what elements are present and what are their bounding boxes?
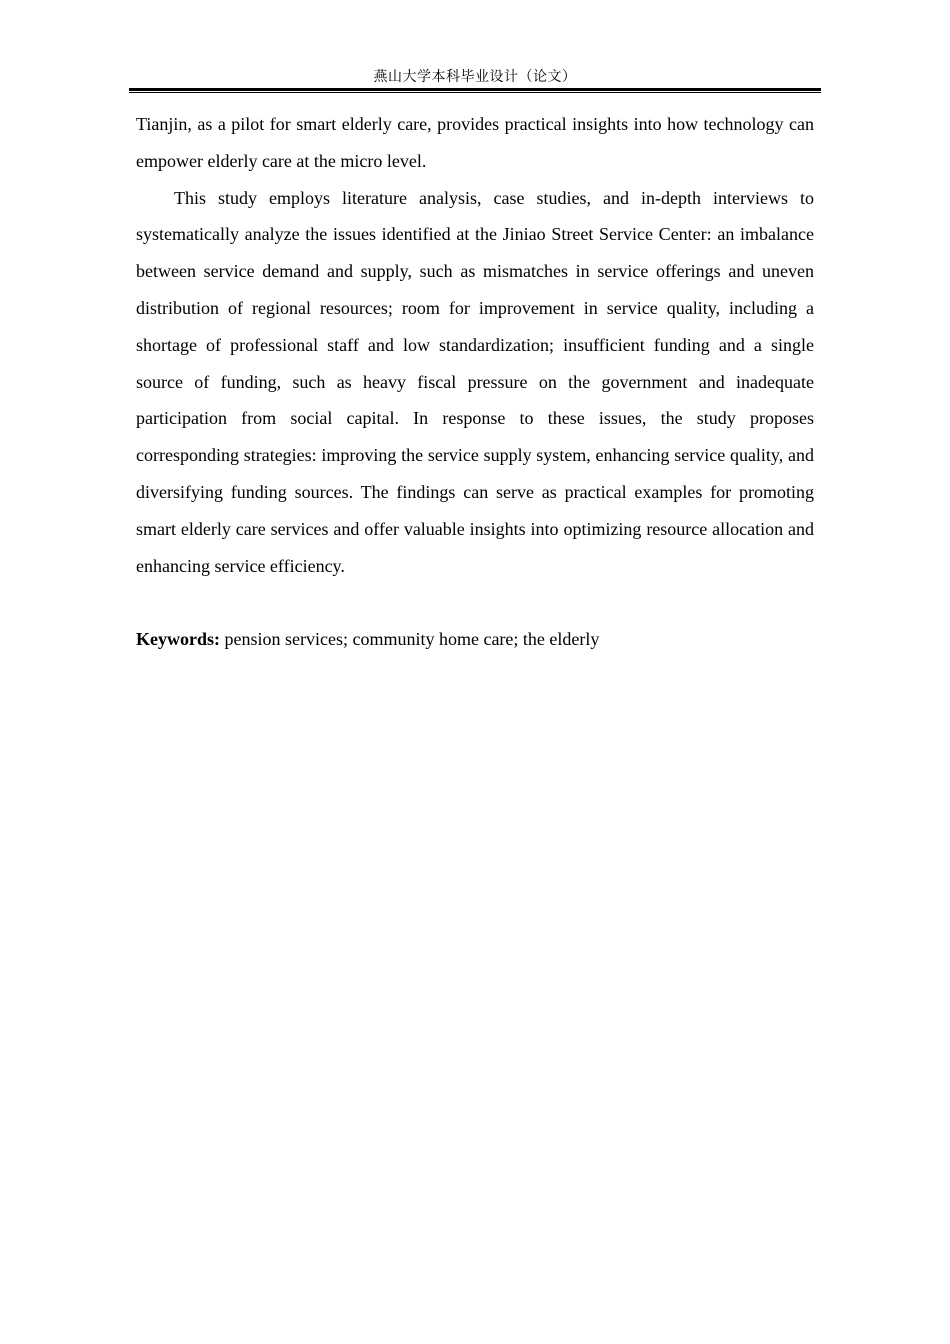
header-rule-thin <box>129 92 821 93</box>
abstract-paragraph-1: Tianjin, as a pilot for smart elderly care, provides practical insights into how technology can empower elderly care at the micro level. <box>136 114 814 171</box>
keywords-line <box>136 621 814 657</box>
page-header: 燕山大学本科毕业设计（论文） <box>373 69 577 85</box>
abstract-paragraph-2: This study employs literature analysis, case studies, and in-depth interviews to systematically analyze the issues identified at the Jiniao Street Service Center: an imbalance between service demand and supply, such as mismatches in service offerings and uneven distribution of regional resources; room for improvement in service quality, including a shortage of professional staff and low standardization; insufficient funding and a single source of funding, such as heavy fiscal pressure on the government and inadequate participation from social capital. In response to these issues, the study proposes corresponding strategies: improving the service supply system, enhancing service quality, and diversifying funding sources. The findings can serve as practical examples for promoting smart elderly care services and offer valuable insights into optimizing resource allocation and enhancing service efficiency. <box>136 187 814 576</box>
keywords-label: Keywords: <box>136 629 220 649</box>
header-rule-thick <box>129 88 821 91</box>
abstract-body <box>136 106 814 584</box>
keywords-value: pension services; community home care; the elderly <box>220 629 600 649</box>
